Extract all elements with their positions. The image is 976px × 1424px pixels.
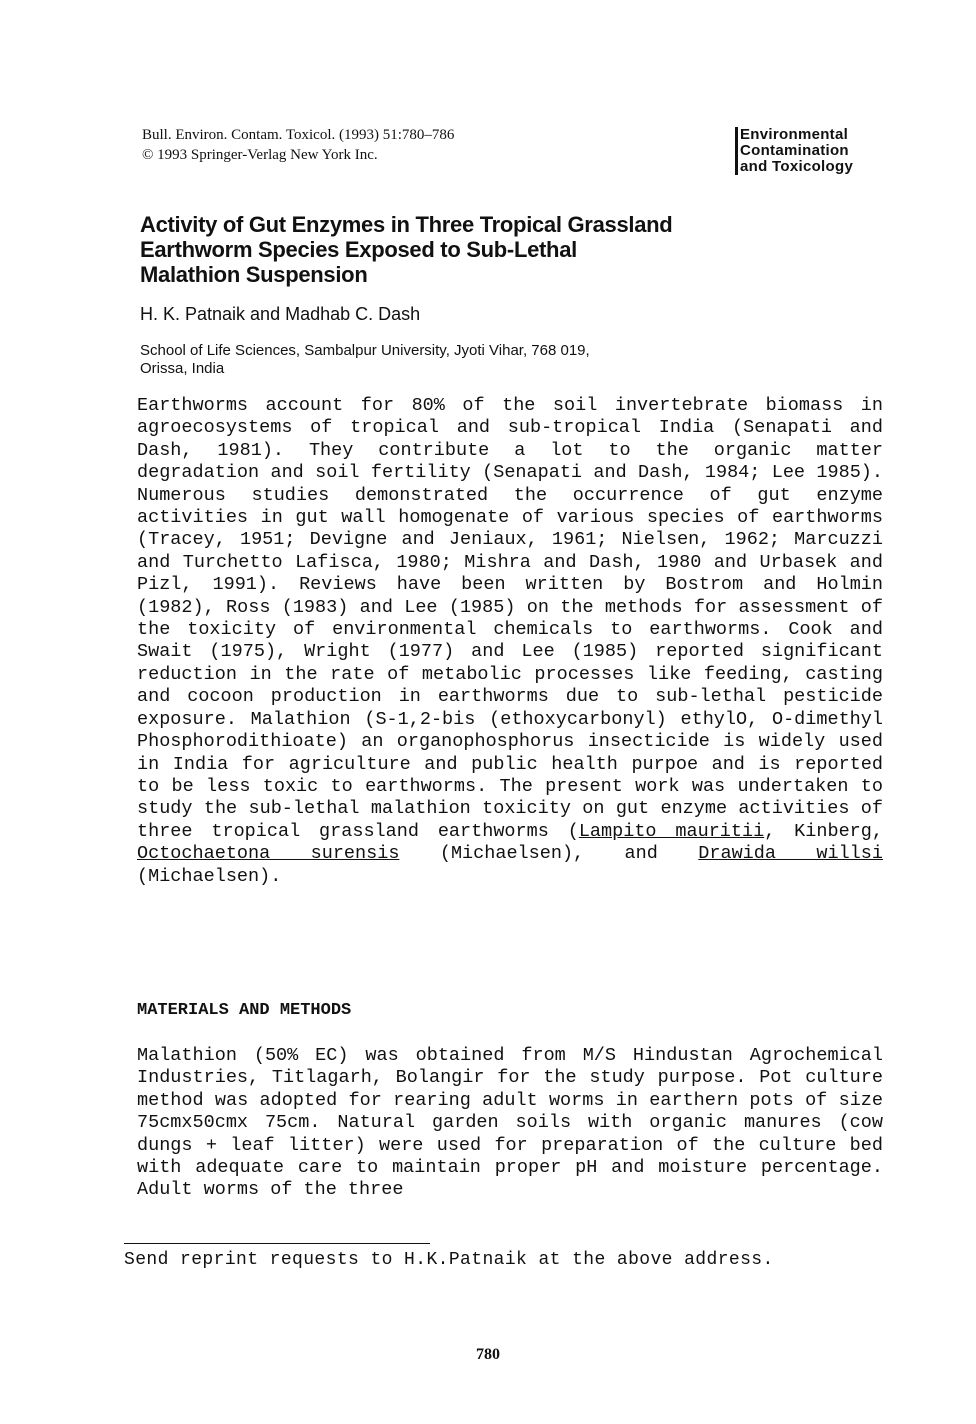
- affiliation-line-2: Orissa, India: [140, 360, 225, 377]
- introduction-paragraph: [137, 395, 883, 888]
- page-number: 780: [476, 1346, 500, 1363]
- species-sep-2: (Michaelsen), and: [399, 843, 699, 865]
- author-affiliation: [140, 342, 590, 378]
- title-line-3: Malathion Suspension: [140, 262, 368, 287]
- journal-citation: Bull. Environ. Contam. Toxicol. (1993) 51:780–786: [142, 127, 455, 143]
- species-sep-1: , Kinberg,: [764, 820, 883, 842]
- species-drawida: Drawida willsi: [698, 843, 883, 865]
- logo-line-2: Contamination: [735, 143, 853, 159]
- species-octochaetona: Octochaetona surensis: [137, 843, 400, 865]
- logo-line-3: and Toxicology: [735, 159, 853, 175]
- title-line-2: Earthworm Species Exposed to Sub-Lethal: [140, 237, 577, 262]
- article-authors: H. K. Patnaik and Madhab C. Dash: [140, 304, 421, 324]
- logo-line-1: Environmental: [735, 127, 853, 143]
- article-title: [140, 212, 840, 287]
- journal-citation-block: [142, 125, 454, 165]
- reprint-footnote: Send reprint requests to H.K.Patnaik at the above address.: [124, 1250, 774, 1270]
- footnote-rule: [124, 1243, 430, 1244]
- methods-paragraph: Malathion (50% EC) was obtained from M/S Hindustan Agrochemical Industries, Titlagarh, Bolangir for the study purpose. Pot culture method was adopted for rearing adult worms in earthern pots of size 75cmx50cmx 75cm. Natural garden soils with organic manures (cow dungs + leaf litter) were used for preparation of the culture bed with adequate care to maintain proper pH and moisture percentage. Adult worms of the three: [137, 1045, 883, 1201]
- species-sep-3: (Michaelsen).: [137, 865, 282, 887]
- affiliation-line-1: School of Life Sciences, Sambalpur University, Jyoti Vihar, 768 019,: [140, 342, 590, 359]
- journal-logo: [735, 127, 853, 175]
- methods-heading: MATERIALS AND METHODS: [137, 1001, 352, 1020]
- title-line-1: Activity of Gut Enzymes in Three Tropical Grassland: [140, 212, 673, 237]
- intro-text: Earthworms account for 80% of the soil invertebrate biomass in agroecosystems of tropical and sub-tropical India (Senapati and Dash, 1981). They contribute a lot to the organic matter degradation and soil fertility (Senapati and Dash, 1984; Lee 1985). Numerous studies demonstrated the occurrence of gut enzyme activities in gut wall homogenate of various species of earthworms (Tracey, 1951; Devigne and Jeniaux, 1961; Nielsen, 1962; Marcuzzi and Turchetto Lafisca, 1980; Mishra and Dash, 1980 and Urbasek and Pizl, 1991). Reviews have been written by Bostrom and Holmin (1982), Ross (1983) and Lee (1985) on the methods for assessment of the toxicity of environmental chemicals to earthworms. Cook and Swait (1975), Wright (1977) and Lee (1985) reported significant reduction in the rate of metabolic processes like feeding, casting and cocoon production in earthworms due to sub-lethal pesticide exposure. Malathion (S-1,2-bis (ethoxycarbonyl) ethylO, O-dimethyl Phosphorodithioate) an organophosphorus insecticide is widely used in India for agriculture and public health purpoe and is reported to be less toxic to earthworms. The present work was undertaken to study the sub-lethal malathion toxicity on gut enzyme activities of three tropical grassland earthworms (: [137, 395, 883, 842]
- copyright-line: © 1993 Springer-Verlag New York Inc.: [142, 147, 378, 163]
- species-lampito: Lampito mauritii: [578, 820, 765, 842]
